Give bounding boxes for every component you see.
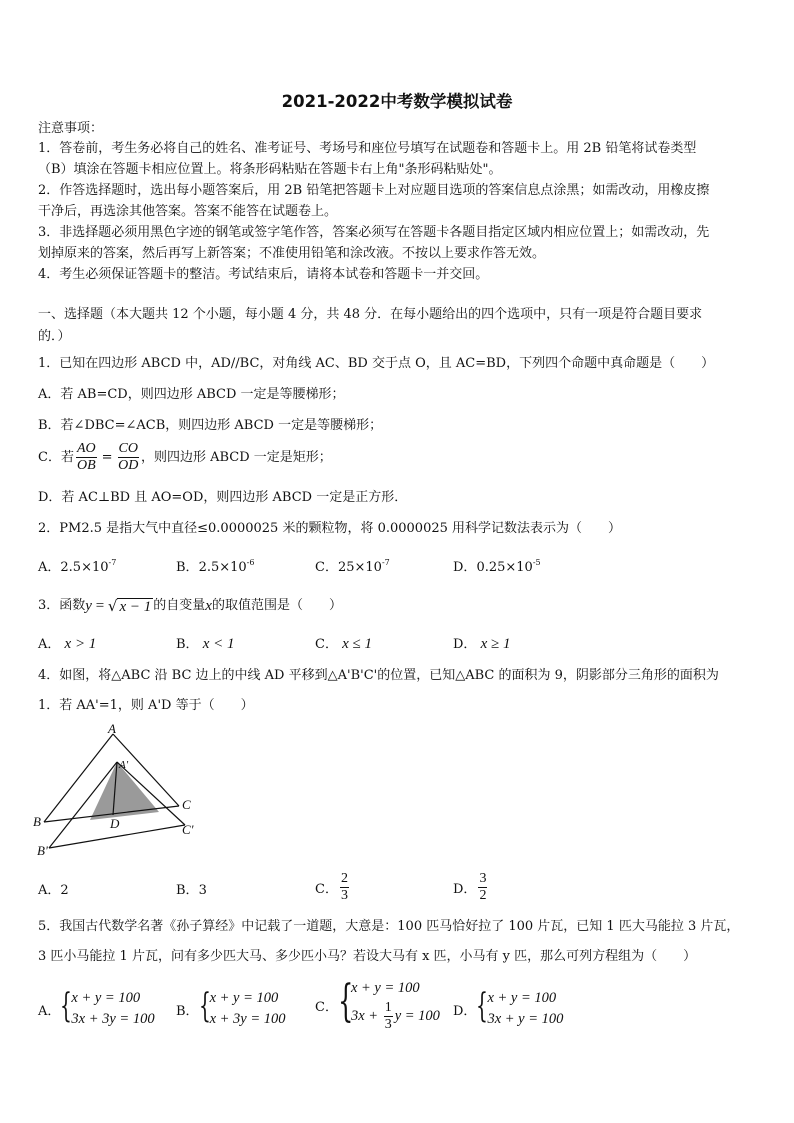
option-label: B． [176,883,199,898]
option-label: B． [176,1003,199,1019]
question-4-stem-cont: 1．若 AA'=1，则 A'D 等于（ ） [38,698,254,713]
fraction-denominator: 3 [340,887,348,903]
option-value: x < 1 [202,636,235,652]
question-2-option-c [315,556,390,575]
stem-mid: 的自变量 [153,598,206,613]
option-label: D． [453,637,477,652]
variable-x: x [205,598,212,614]
option-value: x > 1 [64,636,97,652]
equation-system [60,988,154,1030]
question-4-stem: 4．如图，将△ABC 沿 BC 边上的中线 AD 平移到△A'B'C'的位置，已知△ABC 的面积为 9，阴影部分三角形的面积为 [38,668,719,683]
option-label: C． [315,560,338,575]
equals-sign: = [91,598,108,614]
equation-system [476,988,563,1030]
equals-sign: = [101,449,113,465]
question-4-option-d [453,866,489,908]
equation-line: 3x + 3y = 100 [71,1011,155,1027]
option-label: D． [453,1003,477,1019]
notice-line: 4．考生必须保证答题卡的整洁。考试结束后，请将本试卷和答题卡一并交回。 [38,267,489,282]
brace-icon: { [476,986,489,1026]
question-2-option-b [176,556,254,575]
fraction-numerator: CO [118,441,138,456]
option-label: A． [38,1003,61,1019]
question-5-option-c [315,978,440,1033]
notice-line: 干净后，再选涂其他答案。答案不能答在试题卷上。 [38,204,338,219]
option-label: D． [453,560,477,575]
stem-suffix: 的取值范围是（ ） [211,598,342,613]
label-a-prime: A' [119,759,129,771]
label-c-prime: C' [182,822,194,837]
fraction-numerator: 1 [384,999,392,1015]
question-4-option-c [315,866,351,908]
question-2-option-a [38,556,116,575]
brace-icon: { [198,986,211,1026]
option-value: 0.25×10 [476,560,533,575]
fraction-1-3 [384,1000,393,1033]
sqrt-icon: √ [107,597,118,615]
label-c: C [182,797,191,812]
fraction-ao-ob [76,441,97,474]
equation-line: 3x + y = 100 [487,1011,564,1027]
question-3-option-c [315,633,372,653]
option-label: C． [315,637,338,652]
question-3-option-b [176,633,234,653]
option-label: D． [453,881,477,897]
option-value: 25×10 [337,560,382,575]
radicand: x − 1 [119,598,152,615]
notice-line: 2．作答选择题时，选出每小题答案后，用 2B 铅笔把答题卡上对应题目选项的答案信息点涂黑；如需改动，用橡皮擦 [38,183,710,198]
equation-line: x + 3y = 100 [209,1011,286,1027]
fraction-numerator: 3 [479,870,487,886]
fraction-denominator: 2 [479,887,487,903]
fraction-denominator: 3 [384,1016,392,1032]
fraction-3-2 [478,871,487,904]
equation-line: x + y = 100 [350,980,420,996]
equation-line: x + y = 100 [209,990,279,1006]
option-value: x ≤ 1 [342,636,372,652]
notice-heading: 注意事项： [38,121,104,136]
notice-line: （B）填涂在答题卡相应位置上。将条形码粘贴在答题卡右上角"条形码粘贴处"。 [38,162,502,177]
notice-line: 1．答卷前，考生务必将自己的姓名、准考证号、考场号和座位号填写在试题卷和答题卡上。用 2B 铅笔将试卷类型 [38,141,697,156]
brace-icon: { [60,986,73,1026]
fraction-co-od [118,441,139,474]
equation-system [199,988,286,1030]
question-2-option-d [453,556,541,575]
fraction-denominator: OB [76,458,96,473]
option-value: 3 [198,883,207,898]
label-d: D [110,816,120,831]
equation-line: x + y = 100 [71,990,141,1006]
option-label: A． [38,883,61,898]
fraction-denominator: OD [118,458,139,473]
option-label: C． [315,1000,338,1015]
page-title: 2021-2022中考数学模拟试卷 [281,92,513,111]
exponent: -7 [108,558,117,567]
equation-system [338,978,440,1033]
question-3-option-a [38,633,96,653]
fraction-2-3 [340,871,349,904]
fraction-numerator: 2 [340,870,348,886]
stem-prefix: 3．函数 [38,598,86,613]
question-5-option-b [176,988,286,1030]
exponent: -6 [246,558,255,567]
question-1-option-d: D．若 AC⊥BD 且 AO=OD，则四边形 ABCD 一定是正方形． [38,490,408,505]
option-label: B． [176,560,199,575]
option-value: 2 [60,883,69,898]
label-b: B [33,814,41,829]
triangle-figure [30,722,210,862]
question-5-stem: 5．我国古代数学名著《孙子算经》中记载了一道题，大意是：100 匹马恰好拉了 100 片瓦，已知 1 匹大马能拉 3 片瓦， [38,919,740,934]
notice-line: 划掉原来的答案，然后再写上新答案；不准使用铅笔和涂改液。不按以上要求作答无效。 [38,246,546,261]
equation-part: 3x + [350,1008,382,1024]
exponent: -5 [532,558,541,567]
function-y: y [85,598,92,614]
question-5-option-d [453,988,563,1030]
option-c-prefix: C．若 [38,449,74,465]
option-value: 2.5×10 [60,560,109,575]
question-4-option-b [176,879,207,898]
question-1-option-b: B．若∠DBC=∠ACB，则四边形 ABCD 一定是等腰梯形； [38,418,383,433]
notice-line: 3．非选择题必须用黑色字迹的钢笔或签字笔作答，答案必须写在答题卡各题目指定区域内相应位置上；如需改动，先 [38,225,710,240]
option-value: 2.5×10 [198,560,247,575]
label-a: A [108,722,116,736]
brace-icon: { [337,976,354,1027]
equation-part: y = 100 [394,1008,440,1024]
question-1-stem: 1．已知在四边形 ABCD 中，AD//BC，对角线 AC、BD 交于点 O，且 AC=BD，下列四个命题中真命题是（ ） [38,356,715,371]
question-3-stem [38,597,342,615]
question-1-option-a: A．若 AB=CD，则四边形 ABCD 一定是等腰梯形； [38,387,345,402]
question-5-option-a [38,988,155,1030]
option-c-suffix: ，则四边形 ABCD 一定是矩形； [140,449,332,465]
section-heading-cont: 的．） [38,329,71,344]
option-label: A． [38,637,61,652]
option-label: B． [176,637,199,652]
question-3-option-d [453,633,510,653]
section-heading: 一、选择题（本大题共 12 个小题，每小题 4 分，共 48 分．在每小题给出的四个选项中，只有一项是符合题目要求 [38,307,703,322]
question-1-option-c [38,441,332,474]
equation-line [351,999,440,1033]
option-value: x ≥ 1 [480,636,511,652]
question-5-stem-cont: 3 匹小马能拉 1 片瓦，问有多少匹大马、多少匹小马？若设大马有 x 匹，小马有 y 匹，那么可列方程组为（ ） [38,949,697,964]
exponent: -7 [381,558,390,567]
question-4-option-a [38,879,69,898]
fraction-numerator: AO [76,441,96,456]
option-label: A． [38,560,61,575]
question-2-stem: 2．PM2.5 是指大气中直径≤0.0000025 米的颗粒物，将 0.0000025 用科学记数法表示为（ ） [38,521,622,536]
label-b-prime: B' [37,843,48,858]
equation-line: x + y = 100 [487,990,557,1006]
option-label: C． [315,881,338,897]
